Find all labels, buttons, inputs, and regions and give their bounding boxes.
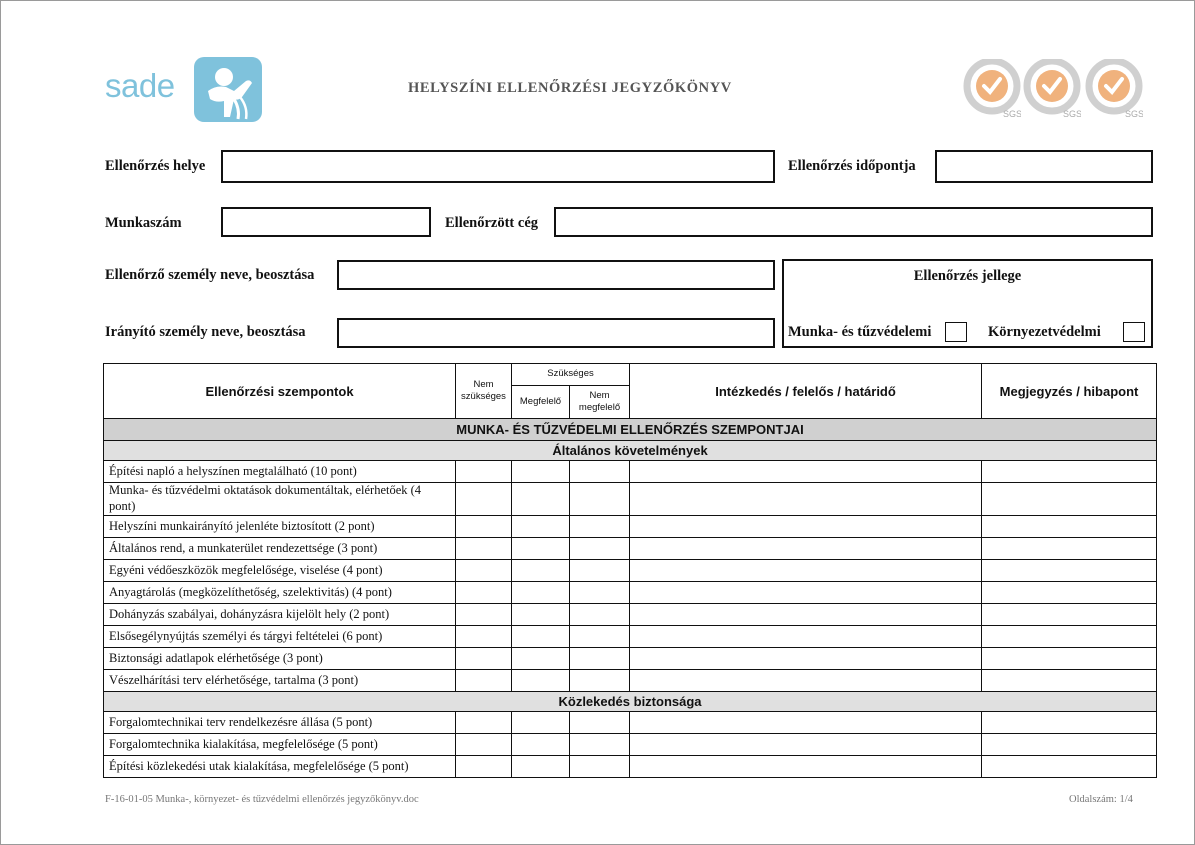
- adequate-cell[interactable]: [512, 734, 570, 756]
- remark-cell[interactable]: [982, 538, 1157, 560]
- remark-cell[interactable]: [982, 516, 1157, 538]
- action-cell[interactable]: [630, 670, 982, 692]
- table-row: [104, 712, 1157, 734]
- not-needed-cell[interactable]: [456, 483, 512, 516]
- not-needed-cell[interactable]: [456, 670, 512, 692]
- adequate-cell[interactable]: [512, 582, 570, 604]
- svg-text:SGS: SGS: [1003, 109, 1021, 119]
- section-title: MUNKA- ÉS TŰZVÉDELMI ELLENŐRZÉS SZEMPONTJAI: [104, 419, 1157, 441]
- adequate-cell[interactable]: [512, 461, 570, 483]
- not-needed-header: Nem szükséges: [456, 364, 512, 419]
- action-cell[interactable]: [630, 648, 982, 670]
- remark-cell[interactable]: [982, 626, 1157, 648]
- checklist-table: [103, 363, 1157, 778]
- not-adequate-cell[interactable]: [570, 483, 630, 516]
- not-adequate-cell[interactable]: [570, 670, 630, 692]
- remark-cell[interactable]: [982, 483, 1157, 516]
- manager-label: Irányító személy neve, beosztása: [105, 324, 306, 340]
- remark-cell[interactable]: [982, 712, 1157, 734]
- company-logo-icon: [194, 57, 262, 122]
- action-cell[interactable]: [630, 582, 982, 604]
- not-adequate-cell[interactable]: [570, 582, 630, 604]
- criterion-text: Építési napló a helyszínen megtalálható (10 pont): [104, 461, 456, 483]
- adequate-cell[interactable]: [512, 756, 570, 778]
- not-adequate-cell[interactable]: [570, 712, 630, 734]
- not-needed-cell[interactable]: [456, 734, 512, 756]
- adequate-cell[interactable]: [512, 516, 570, 538]
- table-row: [104, 626, 1157, 648]
- not-adequate-cell[interactable]: [570, 756, 630, 778]
- criterion-text: Építési közlekedési utak kialakítása, megfelelősége (5 pont): [104, 756, 456, 778]
- inspector-field[interactable]: [337, 260, 775, 290]
- adequate-cell[interactable]: [512, 670, 570, 692]
- fire-safety-option-label: Munka- és tűzvédelemi: [788, 324, 932, 340]
- inspection-time-field[interactable]: [935, 150, 1153, 183]
- criteria-header: Ellenőrzési szempontok: [104, 364, 456, 419]
- action-cell[interactable]: [630, 756, 982, 778]
- table-row: [104, 670, 1157, 692]
- not-adequate-cell[interactable]: [570, 461, 630, 483]
- action-cell[interactable]: [630, 604, 982, 626]
- environmental-option-label: Környezetvédelmi: [988, 324, 1101, 340]
- not-adequate-cell[interactable]: [570, 648, 630, 670]
- table-row: [104, 483, 1157, 516]
- remark-cell[interactable]: [982, 582, 1157, 604]
- inspector-label: Ellenőrző személy neve, beosztása: [105, 267, 315, 283]
- location-field[interactable]: [221, 150, 775, 183]
- table-row: [104, 734, 1157, 756]
- criterion-text: Anyagtárolás (megközelíthetőség, szelektivitás) (4 pont): [104, 582, 456, 604]
- remark-header: Megjegyzés / hibapont: [982, 364, 1157, 419]
- adequate-cell[interactable]: [512, 626, 570, 648]
- remark-cell[interactable]: [982, 756, 1157, 778]
- action-cell[interactable]: [630, 538, 982, 560]
- certification-seal-icon: [963, 59, 1021, 119]
- table-row: [104, 538, 1157, 560]
- table-row: [104, 560, 1157, 582]
- adequate-cell[interactable]: [512, 560, 570, 582]
- remark-cell[interactable]: [982, 604, 1157, 626]
- criterion-text: Munka- és tűzvédelmi oktatások dokumentáltak, elérhetőek (4 pont): [104, 483, 456, 516]
- adequate-header: Megfelelő: [512, 386, 570, 419]
- action-cell[interactable]: [630, 712, 982, 734]
- criterion-text: Vészelhárítási terv elérhetősége, tartalma (3 pont): [104, 670, 456, 692]
- not-adequate-cell[interactable]: [570, 604, 630, 626]
- not-needed-cell[interactable]: [456, 538, 512, 560]
- not-needed-cell[interactable]: [456, 560, 512, 582]
- remark-cell[interactable]: [982, 670, 1157, 692]
- remark-cell[interactable]: [982, 648, 1157, 670]
- action-cell[interactable]: [630, 516, 982, 538]
- environmental-checkbox[interactable]: [1123, 322, 1145, 342]
- table-row: [104, 516, 1157, 538]
- adequate-cell[interactable]: [512, 483, 570, 516]
- action-cell[interactable]: [630, 483, 982, 516]
- not-adequate-cell[interactable]: [570, 538, 630, 560]
- criterion-text: Biztonsági adatlapok elérhetősége (3 pont): [104, 648, 456, 670]
- document-title: HELYSZÍNI ELLENŐRZÉSI JEGYZŐKÖNYV: [408, 80, 732, 96]
- certification-seal-icon: [1085, 59, 1143, 119]
- action-cell[interactable]: [630, 461, 982, 483]
- table-row: [104, 648, 1157, 670]
- group-title-traffic: Közlekedés biztonsága: [104, 692, 1157, 712]
- adequate-cell[interactable]: [512, 712, 570, 734]
- criterion-text: Helyszíni munkairányító jelenléte biztosított (2 pont): [104, 516, 456, 538]
- inspection-type-title: Ellenőrzés jellege: [913, 268, 1022, 284]
- company-field[interactable]: [554, 207, 1153, 237]
- remark-cell[interactable]: [982, 461, 1157, 483]
- not-adequate-header: Nem megfelelő: [570, 386, 630, 419]
- adequate-cell[interactable]: [512, 648, 570, 670]
- manager-field[interactable]: [337, 318, 775, 348]
- company-logo-text: sade: [105, 67, 175, 104]
- not-needed-cell[interactable]: [456, 516, 512, 538]
- remark-cell[interactable]: [982, 560, 1157, 582]
- criterion-text: Egyéni védőeszközök megfelelősége, viselése (4 pont): [104, 560, 456, 582]
- adequate-cell[interactable]: [512, 604, 570, 626]
- not-needed-cell[interactable]: [456, 712, 512, 734]
- not-needed-cell[interactable]: [456, 604, 512, 626]
- action-cell[interactable]: [630, 626, 982, 648]
- not-adequate-cell[interactable]: [570, 626, 630, 648]
- not-needed-cell[interactable]: [456, 461, 512, 483]
- not-needed-cell[interactable]: [456, 582, 512, 604]
- not-adequate-cell[interactable]: [570, 560, 630, 582]
- action-cell[interactable]: [630, 734, 982, 756]
- needed-header: Szükséges: [512, 364, 630, 386]
- job-number-label: Munkaszám: [105, 215, 182, 231]
- not-adequate-cell[interactable]: [570, 734, 630, 756]
- criterion-text: Forgalomtechnikai terv rendelkezésre állása (5 pont): [104, 712, 456, 734]
- location-label: Ellenőrzés helye: [105, 158, 206, 174]
- table-row: [104, 582, 1157, 604]
- table-row: [104, 756, 1157, 778]
- not-needed-cell[interactable]: [456, 648, 512, 670]
- group-title-general: Általános követelmények: [104, 441, 1157, 461]
- criterion-text: Elsősegélynyújtás személyi és tárgyi feltételei (6 pont): [104, 626, 456, 648]
- inspection-time-label: Ellenőrzés időpontja: [788, 158, 916, 174]
- svg-text:SGS: SGS: [1063, 109, 1081, 119]
- not-needed-cell[interactable]: [456, 756, 512, 778]
- adequate-cell[interactable]: [512, 538, 570, 560]
- not-needed-cell[interactable]: [456, 626, 512, 648]
- action-header: Intézkedés / felelős / határidő: [630, 364, 982, 419]
- fire-safety-checkbox[interactable]: [945, 322, 967, 342]
- table-row: [104, 461, 1157, 483]
- job-number-field[interactable]: [221, 207, 431, 237]
- criterion-text: Dohányzás szabályai, dohányzásra kijelölt hely (2 pont): [104, 604, 456, 626]
- remark-cell[interactable]: [982, 734, 1157, 756]
- table-row: [104, 604, 1157, 626]
- svg-text:SGS: SGS: [1125, 109, 1143, 119]
- not-adequate-cell[interactable]: [570, 516, 630, 538]
- criterion-text: Forgalomtechnika kialakítása, megfelelősége (5 pont): [104, 734, 456, 756]
- footer-filename: F-16-01-05 Munka-, környezet- és tűzvédelmi ellenőrzés jegyzőkönyv.doc: [105, 794, 419, 805]
- certification-seal-icon: [1023, 59, 1081, 119]
- action-cell[interactable]: [630, 560, 982, 582]
- criterion-text: Általános rend, a munkaterület rendezettsége (3 pont): [104, 538, 456, 560]
- company-label: Ellenőrzött cég: [445, 215, 539, 231]
- footer-page-number: Oldalszám: 1/4: [1069, 794, 1133, 805]
